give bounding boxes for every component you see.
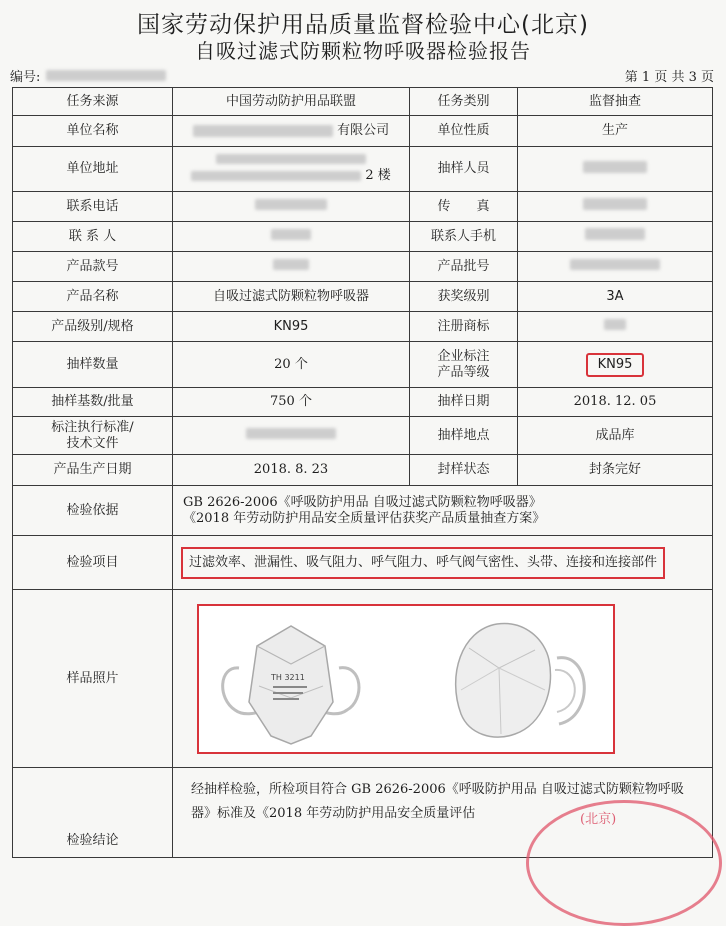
doc-number-label: 编号: <box>10 70 41 85</box>
label-declared-grade-line2: 产品等级 <box>437 364 490 380</box>
redacted-sampler <box>583 161 647 173</box>
value-contact-mobile <box>518 222 713 252</box>
label-sample-location: 抽样地点 <box>410 417 518 455</box>
label-company-nature: 单位性质 <box>410 116 518 147</box>
row-product-name <box>13 282 713 312</box>
report-title: 国家劳动保护用品质量监督检验中心(北京) <box>137 12 589 38</box>
value-company-address <box>173 147 410 192</box>
label-award-level: 获奖级别 <box>410 282 518 312</box>
value-seal-status: 封条完好 <box>518 455 713 486</box>
value-items <box>173 536 713 590</box>
value-fax <box>518 192 713 222</box>
value-phone <box>173 192 410 222</box>
label-sample-base: 抽样基数/批量 <box>13 388 173 417</box>
mask-side-image <box>456 623 585 737</box>
value-product-name: 自吸过滤式防颗粒物呼吸器 <box>173 282 410 312</box>
value-production-date: 2018. 8. 23 <box>173 455 410 486</box>
report-table <box>12 87 713 858</box>
label-company-name: 单位名称 <box>13 116 173 147</box>
value-product-grade: KN95 <box>173 312 410 342</box>
value-standard <box>173 417 410 455</box>
label-standard <box>13 417 173 455</box>
redacted-trademark <box>604 319 626 330</box>
redacted-standard <box>246 428 336 439</box>
label-fax: 传 真 <box>410 192 518 222</box>
value-task-category: 监督抽查 <box>518 88 713 116</box>
redacted-model <box>273 259 309 270</box>
label-sampler: 抽样人员 <box>410 147 518 192</box>
label-company-address: 单位地址 <box>13 147 173 192</box>
seal-text: (北京) <box>580 812 617 827</box>
sample-photo-frame <box>197 604 615 754</box>
value-trademark <box>518 312 713 342</box>
label-trademark: 注册商标 <box>410 312 518 342</box>
label-photos: 样品照片 <box>13 590 173 768</box>
label-items: 检验项目 <box>13 536 173 590</box>
page-info: 第 1 页 共 3 页 <box>624 70 714 85</box>
value-company-name <box>173 116 410 147</box>
redacted-phone <box>255 199 327 210</box>
value-task-source: 中国劳动防护用品联盟 <box>173 88 410 116</box>
redacted-address-line2 <box>191 171 361 181</box>
label-basis: 检验依据 <box>13 486 173 536</box>
row-items <box>13 536 713 590</box>
report-subtitle: 自吸过滤式防颗粒物呼吸器检验报告 <box>195 39 531 63</box>
value-batch-no <box>518 252 713 282</box>
address-suffix: 2 楼 <box>365 168 391 183</box>
row-phone <box>13 192 713 222</box>
basis-line1: GB 2626-2006《呼吸防护用品 自吸过滤式防颗粒物呼吸器》 <box>183 494 542 510</box>
label-phone: 联系电话 <box>13 192 173 222</box>
label-seal-status: 封样状态 <box>410 455 518 486</box>
basis-line2: 《2018 年劳动防护用品安全质量评估获奖产品质量抽查方案》 <box>183 510 546 526</box>
mask-front-image <box>223 626 359 744</box>
highlighted-items: 过滤效率、泄漏性、吸气阻力、呼气阻力、呼气阀气密性、头带、连接和连接部件 <box>181 547 665 579</box>
row-company-name <box>13 116 713 147</box>
doc-number <box>10 66 166 85</box>
sample-photo <box>199 606 613 752</box>
row-sample-base <box>13 388 713 417</box>
row-photos <box>13 590 713 768</box>
row-basis <box>13 486 713 536</box>
value-declared-grade <box>518 342 713 388</box>
row-company-address <box>13 147 713 192</box>
label-sample-qty: 抽样数量 <box>13 342 173 388</box>
label-product-grade: 产品级别/规格 <box>13 312 173 342</box>
value-photos <box>173 590 713 768</box>
row-standard <box>13 417 713 455</box>
value-sample-qty: 20 个 <box>173 342 410 388</box>
value-award-level: 3A <box>518 282 713 312</box>
value-basis <box>173 486 713 536</box>
company-name-suffix: 有限公司 <box>337 123 390 138</box>
redacted-doc-number <box>46 70 166 81</box>
label-contact: 联 系 人 <box>13 222 173 252</box>
redacted-contact <box>271 229 311 240</box>
label-standard-line1: 标注执行标准/ <box>51 419 134 435</box>
value-sample-location: 成品库 <box>518 417 713 455</box>
value-product-model <box>173 252 410 282</box>
value-sample-base: 750 个 <box>173 388 410 417</box>
redacted-batch <box>570 259 660 270</box>
value-sampler <box>518 147 713 192</box>
row-product-grade <box>13 312 713 342</box>
conclusion-text: 经抽样检验，所检项目符合 GB 2626-2006《呼吸防护用品 自吸过滤式防颗粒物呼吸器》标准及《2018 年劳动防护用品安全质量评估 <box>191 782 684 821</box>
redacted-address-line1 <box>216 154 366 164</box>
row-contact <box>13 222 713 252</box>
label-standard-line2: 技术文件 <box>66 435 119 451</box>
row-product-model <box>13 252 713 282</box>
row-sample-qty <box>13 342 713 388</box>
row-production-date <box>13 455 713 486</box>
value-company-nature: 生产 <box>518 116 713 147</box>
highlighted-grade: KN95 <box>586 353 645 377</box>
redacted-mobile <box>585 228 645 240</box>
label-batch-no: 产品批号 <box>410 252 518 282</box>
label-task-source: 任务来源 <box>13 88 173 116</box>
mask-print-text: TH 3211 <box>271 672 305 682</box>
value-sample-date: 2018. 12. 05 <box>518 388 713 417</box>
redacted-company-name <box>193 125 333 137</box>
official-seal <box>526 800 722 926</box>
label-declared-grade <box>410 342 518 388</box>
label-declared-grade-line1: 企业标注 <box>437 348 490 364</box>
label-task-category: 任务类别 <box>410 88 518 116</box>
label-product-model: 产品款号 <box>13 252 173 282</box>
value-contact <box>173 222 410 252</box>
label-production-date: 产品生产日期 <box>13 455 173 486</box>
label-contact-mobile: 联系人手机 <box>410 222 518 252</box>
row-task-source <box>13 88 713 116</box>
label-product-name: 产品名称 <box>13 282 173 312</box>
label-conclusion: 检验结论 <box>13 768 173 858</box>
label-sample-date: 抽样日期 <box>410 388 518 417</box>
redacted-fax <box>583 198 647 210</box>
